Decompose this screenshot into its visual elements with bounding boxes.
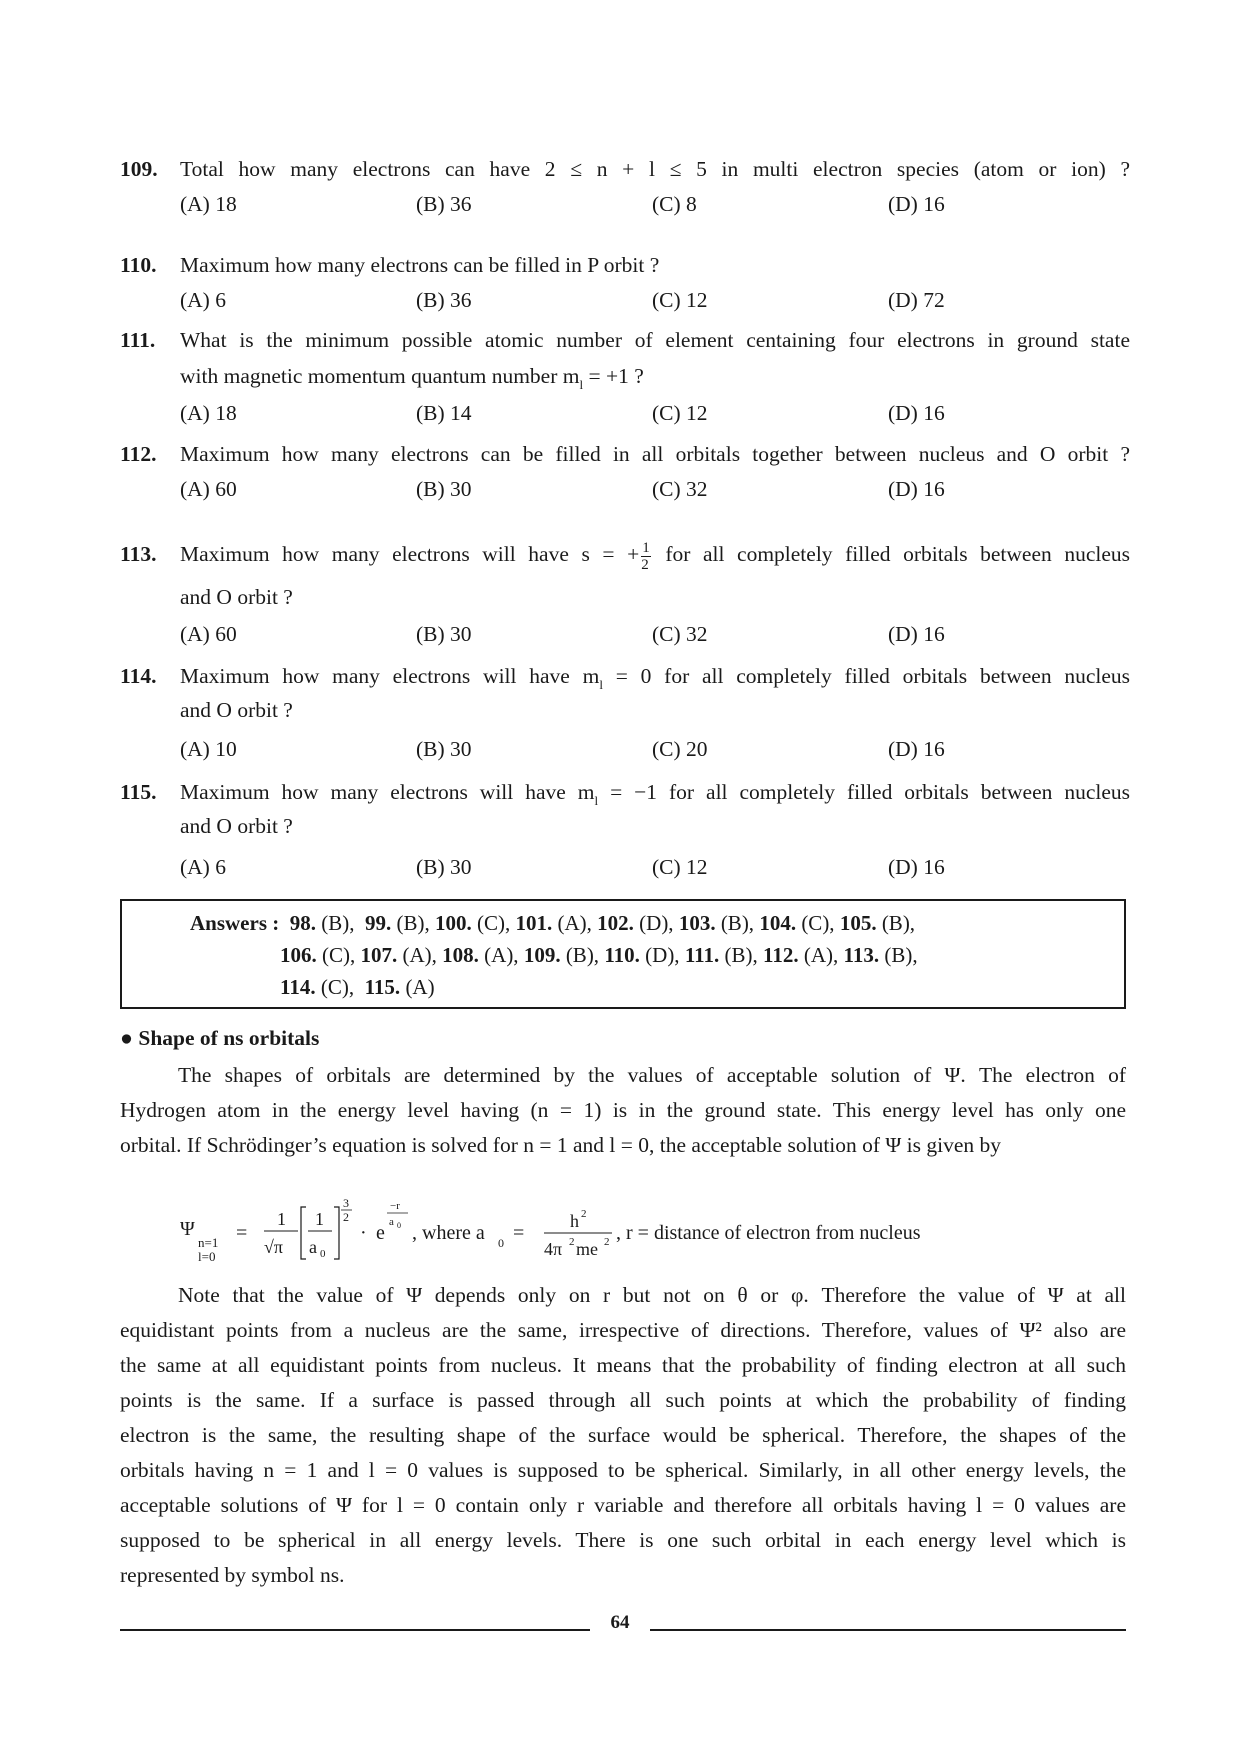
- section-title: ● Shape of ns orbitals: [120, 1026, 320, 1050]
- option-b: (B) 30: [416, 737, 472, 761]
- svg-text:=: =: [513, 1222, 525, 1244]
- option-c: (C) 20: [652, 737, 708, 761]
- question-text: Total how many electrons can have 2 ≤ n + l ≤ 5 in multi electron species (atom or ion) ?: [180, 157, 1130, 181]
- question-text: What is the minimum possible atomic number of element centaining four electrons in ground state: [180, 328, 1130, 352]
- answers-row-2: 106. (C), 107. (A), 108. (A), 109. (B), 110. (D), 111. (B), 112. (A), 113. (B),: [280, 943, 918, 967]
- question-number: 113.: [120, 542, 157, 566]
- question-text-cont: and O orbit ?: [180, 698, 293, 722]
- option-d: (D) 72: [888, 288, 945, 312]
- formula-svg: [180, 1195, 1080, 1285]
- question-115: [120, 775, 1130, 885]
- svg-text:0: 0: [498, 1236, 504, 1250]
- svg-text:√π: √π: [264, 1237, 283, 1257]
- bullet-icon: ●: [120, 1026, 133, 1050]
- svg-text:l=0: l=0: [198, 1249, 216, 1264]
- option-c: (C) 12: [652, 401, 708, 425]
- page-number: 64: [610, 1612, 630, 1633]
- svg-text:a: a: [389, 1216, 394, 1228]
- question-110: [120, 248, 1130, 318]
- option-b: (B) 30: [416, 855, 472, 879]
- option-a: (A) 6: [180, 855, 226, 879]
- footer-rule-left: [120, 1629, 590, 1631]
- option-d: (D) 16: [888, 401, 945, 425]
- svg-text:3: 3: [343, 1196, 349, 1210]
- option-b: (B) 30: [416, 477, 472, 501]
- question-text: Maximum how many electrons will have s = + $\frac{1}{2}$ for all completely filled orbitals between nucleus: [180, 539, 1131, 573]
- svg-text:1: 1: [315, 1209, 324, 1229]
- svg-text:=: =: [236, 1222, 248, 1244]
- svg-text:0: 0: [320, 1248, 326, 1260]
- question-text: Maximum how many electrons can be filled in P orbit ?: [180, 253, 660, 277]
- svg-text:1: 1: [277, 1209, 286, 1229]
- option-b: (B) 14: [416, 401, 472, 425]
- question-114: [120, 659, 1130, 767]
- option-b: (B) 36: [416, 192, 472, 216]
- question-text: Maximum how many electrons will have $m_l = -1$ for all completely filled orbitals between nucleus: [180, 780, 1131, 808]
- answers-row-1: Answers : 98. (B), 99. (B), 100. (C), 101. (A), 102. (D), 103. (B), 104. (C), 105. (B),: [190, 911, 916, 935]
- question-number: 109.: [120, 157, 158, 181]
- answers-row-3: 114. (C), 115. (A): [280, 975, 435, 999]
- question-111: [120, 323, 1130, 431]
- question-113: [120, 530, 1130, 652]
- footer-rule-right: [650, 1629, 1126, 1631]
- svg-text:−r: −r: [390, 1200, 400, 1212]
- svg-text:Ψ: Ψ: [180, 1218, 195, 1240]
- option-b: (B) 30: [416, 622, 472, 646]
- svg-text:me: me: [576, 1239, 598, 1259]
- svg-text:·: ·: [360, 1222, 367, 1244]
- question-number: 112.: [120, 442, 157, 466]
- option-a: (A) 10: [180, 737, 237, 761]
- svg-text:a: a: [309, 1237, 317, 1257]
- svg-text:, r = distance of electron fro: , r = distance of electron from nucleus: [616, 1222, 921, 1244]
- question-number: 114.: [120, 664, 157, 688]
- question-text: Maximum how many electrons will have $m_l = 0$ for all completely filled orbitals between nucleus: [180, 664, 1131, 692]
- svg-text:2: 2: [604, 1236, 610, 1248]
- option-d: (D) 16: [888, 192, 945, 216]
- option-a: (A) 60: [180, 622, 237, 646]
- option-c: (C) 32: [652, 477, 708, 501]
- answers-box: [120, 899, 1126, 1009]
- svg-text:h: h: [570, 1211, 579, 1231]
- option-d: (D) 16: [888, 622, 945, 646]
- question-number: 115.: [120, 780, 157, 804]
- option-d: (D) 16: [888, 737, 945, 761]
- svg-text:2: 2: [343, 1210, 349, 1224]
- question-text-cont: and O orbit ?: [180, 585, 293, 609]
- option-d: (D) 16: [888, 477, 945, 501]
- paragraph-note: Note that the value of Ψ depends only on r but not on θ or φ. Therefore the value of Ψ at all equidistant points from a nucleus are the same, irrespective of directions. Therefore, values of Ψ² also are the same at all equidistant points from nucleus. It means that the probability of finding electron at all such points is the same. If a surface is passed through all such points at which the probability of finding electron is the same, the resulting shape of the surface would be spherical. Therefore, the shapes of the orbitals having n = 1 and l = 0 values is supposed to be spherical. Similarly, in all other energy levels, the acceptable solutions of Ψ for l = 0 contain only r variable and therefore all orbitals having l = 0 values are supposed to be spherical in all energy levels. There is one such orbital in each energy level which is represented by symbol ns.: [120, 1283, 1126, 1587]
- option-a: (A) 18: [180, 401, 237, 425]
- paragraph-intro: The shapes of orbitals are determined by the values of acceptable solution of Ψ. The electron of Hydrogen atom in the energy level having (n = 1) is in the ground state. This energy level has only one orbital. If Schrödinger’s equation is solved for n = 1 and l = 0, the acceptable solution of Ψ is given by: [120, 1063, 1126, 1157]
- svg-text:0: 0: [397, 1221, 401, 1230]
- option-a: (A) 18: [180, 192, 237, 216]
- option-c: (C) 12: [652, 288, 708, 312]
- fraction-one-half: $\frac{1}{2}$: [641, 539, 650, 573]
- svg-text:, where a: , where a: [412, 1222, 485, 1244]
- question-number: 110.: [120, 253, 157, 277]
- option-d: (D) 16: [888, 855, 945, 879]
- svg-text:e: e: [376, 1222, 385, 1244]
- svg-text:4π: 4π: [544, 1239, 563, 1259]
- wavefunction-formula: [180, 1195, 1080, 1285]
- svg-text:n=1: n=1: [198, 1235, 219, 1250]
- option-c: (C) 8: [652, 192, 697, 216]
- question-text-cont: and O orbit ?: [180, 814, 293, 838]
- question-text: Maximum how many electrons can be filled in all orbitals together between nucleus and O orbit ?: [180, 442, 1130, 466]
- question-number: 111.: [120, 328, 156, 352]
- svg-text:2: 2: [569, 1236, 575, 1248]
- question-112: [120, 437, 1130, 507]
- option-c: (C) 12: [652, 855, 708, 879]
- option-a: (A) 60: [180, 477, 237, 501]
- option-c: (C) 32: [652, 622, 708, 646]
- svg-text:2: 2: [581, 1208, 587, 1220]
- question-109: [120, 152, 1130, 222]
- option-b: (B) 36: [416, 288, 472, 312]
- question-text-cont: with magnetic momentum quantum number $m_l = +1$ ?: [180, 364, 644, 392]
- option-a: (A) 6: [180, 288, 226, 312]
